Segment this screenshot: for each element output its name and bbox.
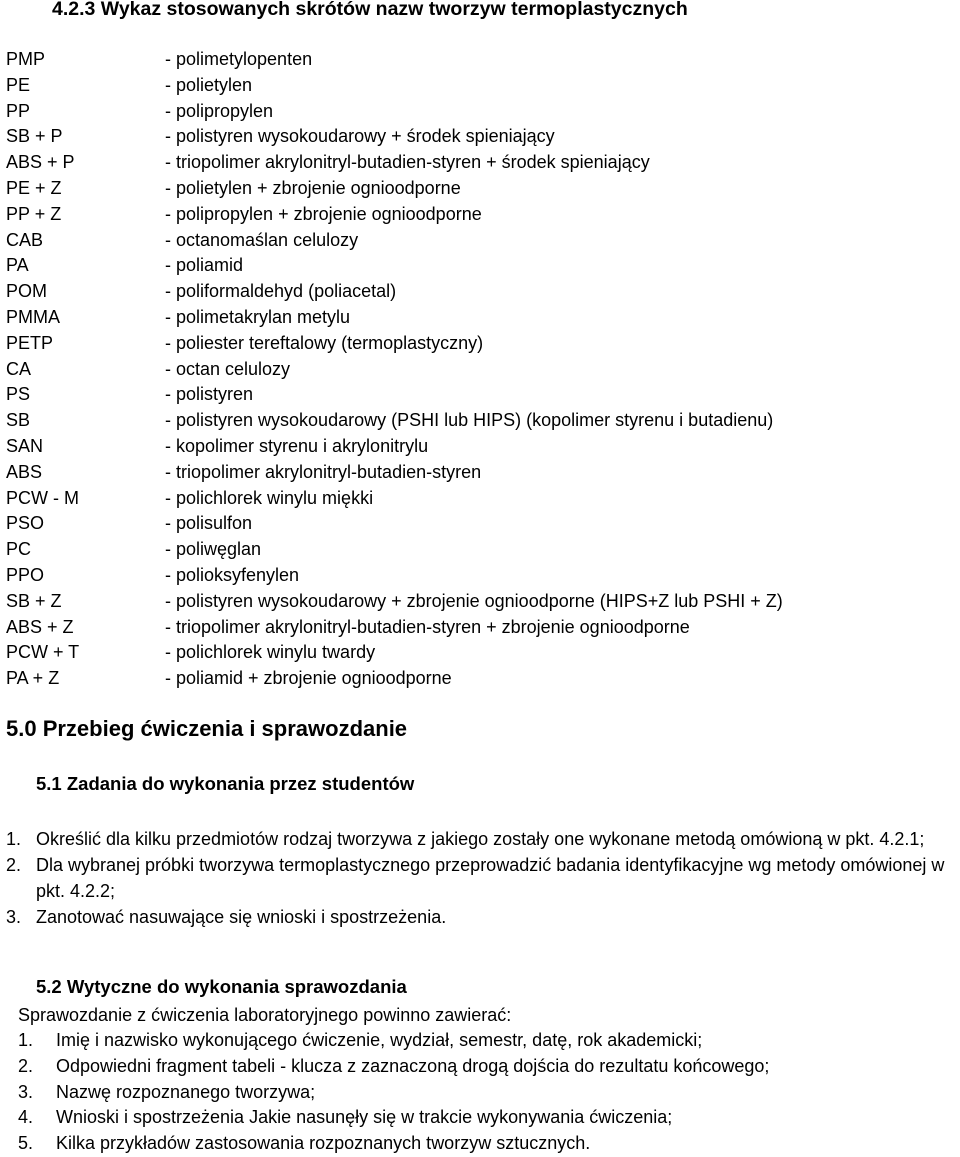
abbreviation-row: [0, 150, 960, 176]
task-number: 3.: [6, 907, 22, 927]
task-item: [0, 852, 960, 904]
abbreviation-description: - octan celulozy: [165, 358, 291, 379]
guidelines-heading: 5.2 Wytyczne do wykonania sprawozdania: [36, 976, 407, 997]
abbreviation-row: [0, 202, 960, 228]
abbreviation-code: CAB: [6, 229, 44, 250]
task-number: 1.: [6, 829, 22, 849]
abbreviation-row: [0, 511, 960, 537]
abbreviation-row: [0, 73, 960, 99]
abbreviation-description: - poliester tereftalowy (termoplastyczny): [165, 332, 484, 353]
guidelines-list: [0, 1028, 960, 1157]
abbreviation-description: - poliamid + zbrojenie ognioodporne: [165, 668, 452, 689]
task-text: Zanotować nasuwające się wnioski i spostrzeżenia.: [36, 907, 447, 927]
abbreviation-description: - kopolimer styrenu i akrylonitrylu: [165, 435, 429, 456]
abbreviation-description: - polioksyfenylen: [165, 564, 300, 585]
abbreviation-description: - polimetylopenten: [165, 49, 313, 69]
abbreviation-list: [0, 47, 960, 692]
guideline-text: Imię i nazwisko wykonującego ćwiczenie, wydział, semestr, datę, rok akademicki;: [56, 1030, 703, 1050]
abbreviation-code: PE: [6, 74, 31, 95]
abbreviation-code: PPO: [6, 564, 45, 585]
abbreviation-row: [0, 47, 960, 73]
task-number: 2.: [6, 855, 22, 875]
task-item: [0, 826, 960, 852]
abbreviation-description: - poliformaldehyd (poliacetal): [165, 281, 397, 302]
abbreviation-code: PCW - M: [6, 487, 79, 508]
abbreviation-description: - poliamid: [165, 255, 244, 276]
abbreviation-code: ABS + Z: [6, 616, 74, 637]
abbreviation-row: [0, 640, 960, 666]
guideline-item: [0, 1054, 960, 1080]
abbreviation-description: - polisulfon: [165, 513, 253, 534]
abbreviation-row: [0, 589, 960, 615]
abbreviation-code: ABS + P: [6, 152, 75, 173]
abbreviation-description: - polimetakrylan metylu: [165, 306, 351, 327]
guideline-number: 5.: [18, 1133, 34, 1154]
abbreviation-row: [0, 460, 960, 486]
guideline-item: [0, 1028, 960, 1054]
abbreviation-row: [0, 228, 960, 254]
abbreviation-code: POM: [6, 281, 48, 302]
abbreviation-code: PE + Z: [6, 177, 62, 198]
abbreviation-description: - polistyren wysokoudarowy + zbrojenie ognioodporne (HIPS+Z lub PSHI + Z): [165, 590, 783, 611]
abbreviation-description: - polistyren: [165, 384, 254, 405]
abbreviation-row: [0, 124, 960, 150]
abbreviation-row: [0, 563, 960, 589]
abbreviation-code: PETP: [6, 332, 54, 353]
abbreviation-code: PSO: [6, 513, 45, 534]
task-text: Dla wybranej próbki tworzywa termoplastycznego przeprowadzić badania identyfikacyjne wg metody omówionej w pkt. 4.2.2;: [36, 855, 945, 901]
abbreviation-row: [0, 357, 960, 383]
task-text: Określić dla kilku przedmiotów rodzaj tworzywa z jakiego zostały one wykonane metodą omówioną w pkt. 4.2.1;: [36, 829, 925, 849]
abbreviation-code: PMMA: [6, 306, 60, 327]
abbreviation-row: [0, 615, 960, 641]
chapter-heading: 5.0 Przebieg ćwiczenia i sprawozdanie: [6, 716, 408, 741]
abbreviation-code: SB + Z: [6, 590, 62, 611]
abbreviation-code: PCW + T: [6, 642, 80, 663]
abbreviation-code: PS: [6, 384, 31, 405]
guideline-number: 4.: [18, 1107, 34, 1128]
abbreviation-row: [0, 176, 960, 202]
guideline-text: Wnioski i spostrzeżenia Jakie nasunęły się w trakcie wykonywania ćwiczenia;: [56, 1107, 673, 1128]
abbreviation-description: - polichlorek winylu twardy: [165, 642, 376, 663]
guideline-item: [0, 1131, 960, 1157]
abbreviation-code: CA: [6, 358, 32, 379]
abbreviation-description: - polietylen + zbrojenie ognioodporne: [165, 177, 461, 198]
abbreviation-description: - poliwęglan: [165, 539, 262, 560]
abbreviation-row: [0, 253, 960, 279]
abbreviation-description: - polichlorek winylu miękki: [165, 487, 374, 508]
abbreviation-row: [0, 666, 960, 692]
abbreviation-row: [0, 99, 960, 125]
abbreviation-row: [0, 279, 960, 305]
abbreviation-description: - polistyren wysokoudarowy + środek spieniający: [165, 126, 555, 147]
abbreviation-description: - polistyren wysokoudarowy (PSHI lub HIPS) (kopolimer styrenu i butadienu): [165, 410, 774, 431]
abbreviation-code: SAN: [6, 435, 44, 456]
abbreviation-row: [0, 408, 960, 434]
abbreviation-row: [0, 305, 960, 331]
abbreviation-row: [0, 382, 960, 408]
abbreviation-row: [0, 331, 960, 357]
guideline-text: Nazwę rozpoznanego tworzywa;: [56, 1081, 316, 1102]
abbreviation-description: - triopolimer akrylonitryl-butadien-styren + zbrojenie ognioodporne: [165, 616, 690, 637]
tasks-list: [0, 826, 960, 930]
guideline-number: 1.: [18, 1030, 34, 1050]
guideline-number: 3.: [18, 1081, 34, 1102]
abbreviation-code: PP + Z: [6, 203, 62, 224]
guidelines-intro: Sprawozdanie z ćwiczenia laboratoryjnego powinno zawierać:: [18, 1005, 512, 1025]
abbreviation-description: - triopolimer akrylonitryl-butadien-styren: [165, 461, 482, 482]
guideline-number: 2.: [18, 1055, 34, 1076]
abbreviation-code: SB + P: [6, 126, 63, 147]
task-item: [0, 904, 960, 930]
abbreviation-code: PMP: [6, 49, 46, 69]
guideline-text: Odpowiedni fragment tabeli - klucza z zaznaczoną drogą dojścia do rezultatu końcowego;: [56, 1055, 770, 1076]
abbreviation-row: [0, 537, 960, 563]
abbreviation-description: - octanomaślan celulozy: [165, 229, 359, 250]
abbreviation-code: SB: [6, 410, 31, 431]
abbreviation-row: [0, 434, 960, 460]
abbreviation-description: - triopolimer akrylonitryl-butadien-styren + środek spieniający: [165, 152, 650, 173]
abbreviation-code: PP: [6, 100, 31, 121]
abbreviation-code: PA: [6, 255, 29, 276]
tasks-heading: 5.1 Zadania do wykonania przez studentów: [36, 773, 415, 794]
abbreviation-code: ABS: [6, 461, 43, 482]
abbreviation-description: - polipropylen + zbrojenie ognioodporne: [165, 203, 482, 224]
guideline-item: [0, 1080, 960, 1106]
section-heading: 4.2.3 Wykaz stosowanych skrótów nazw tworzyw termoplastycznych: [52, 0, 688, 20]
abbreviation-description: - polietylen: [165, 74, 253, 95]
abbreviation-row: [0, 486, 960, 512]
guideline-text: Kilka przykładów zastosowania rozpoznanych tworzyw sztucznych.: [56, 1133, 591, 1154]
abbreviation-code: PA + Z: [6, 668, 60, 689]
guideline-item: [0, 1105, 960, 1131]
abbreviation-description: - polipropylen: [165, 100, 274, 121]
abbreviation-code: PC: [6, 539, 32, 560]
